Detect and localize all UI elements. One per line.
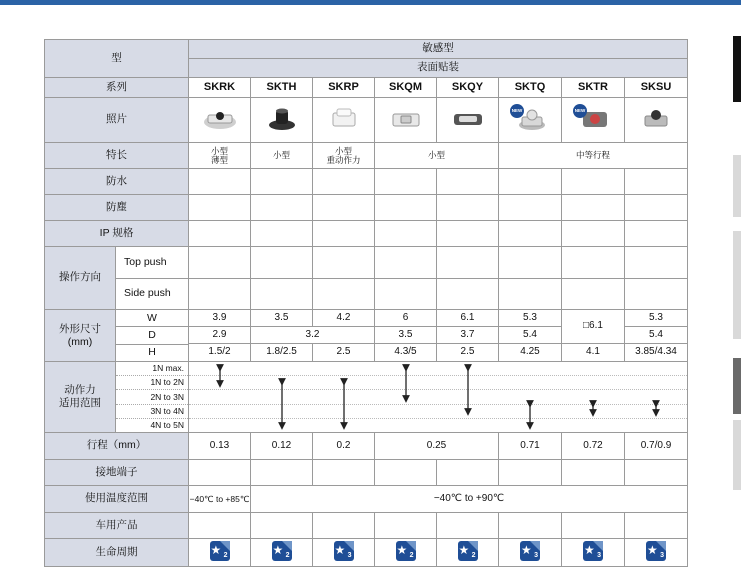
photo-cell bbox=[375, 98, 437, 143]
lifecycle-stage-number: 2 bbox=[409, 552, 414, 560]
lifecycle-star-icon: ★ 3 bbox=[647, 542, 664, 560]
dim-w-value: 5.3 bbox=[499, 310, 562, 327]
automotive-label: 车用产品 bbox=[45, 513, 189, 539]
ip-row bbox=[45, 221, 688, 247]
side-index-tab-active[interactable] bbox=[733, 36, 741, 102]
stroke-value: 0.25 bbox=[375, 433, 499, 460]
ground-row bbox=[45, 460, 688, 486]
lifecycle-star-icon: ★ 2 bbox=[396, 542, 414, 560]
ip-label: IP 规格 bbox=[45, 221, 189, 247]
dim-d-label: D bbox=[116, 327, 188, 344]
stroke-value: 0.7/0.9 bbox=[625, 433, 688, 460]
stroke-value: 0.72 bbox=[562, 433, 625, 460]
model-name: SKQY bbox=[437, 78, 499, 98]
dim-h-value: 1.8/2.5 bbox=[251, 344, 313, 362]
feature-small-group: 小型 bbox=[375, 143, 499, 169]
model-name: SKTQ bbox=[499, 78, 562, 98]
lifecycle-stage-number: 3 bbox=[534, 552, 538, 560]
new-badge: NEW bbox=[573, 104, 587, 118]
dim-w-value: 6 bbox=[375, 310, 437, 327]
stroke-value: 0.13 bbox=[189, 433, 251, 460]
feature-skrp: 小型 重动作力 bbox=[313, 143, 375, 169]
stroke-value: 0.12 bbox=[251, 433, 313, 460]
switch-photo-skqm bbox=[386, 104, 426, 132]
dim-h-value: 2.5 bbox=[313, 344, 375, 362]
switch-photo-skrk bbox=[200, 104, 240, 132]
force-level: 4N to 5N bbox=[150, 419, 184, 430]
photo-cell bbox=[499, 98, 562, 143]
dim-h-value: 4.3/5 bbox=[375, 344, 437, 362]
force-level: 3N to 4N bbox=[116, 405, 188, 419]
model-name: SKRP bbox=[313, 78, 375, 98]
mount-header: 表面贴装 bbox=[189, 59, 688, 78]
category-header: 敏感型 bbox=[189, 40, 688, 59]
force-level: 2N to 3N bbox=[116, 390, 188, 404]
lifecycle-stage-number: 2 bbox=[223, 552, 228, 560]
photo-cell bbox=[189, 98, 251, 143]
switch-photo-skrp bbox=[324, 104, 364, 132]
dim-w-value: 4.2 bbox=[313, 310, 375, 327]
dim-d-value: 5.4 bbox=[625, 326, 688, 344]
lifecycle-cell bbox=[437, 539, 499, 567]
feature-mid-group: 中等行程 bbox=[499, 143, 688, 169]
lifecycle-stage-number: 3 bbox=[660, 552, 664, 560]
dimensions-label: 外形尺寸 (mm) bbox=[45, 310, 116, 361]
dim-w-value: 5.3 bbox=[625, 310, 688, 327]
lifecycle-cell bbox=[313, 539, 375, 567]
photo-cell bbox=[251, 98, 313, 143]
lifecycle-cell bbox=[499, 539, 562, 567]
model-name: SKQM bbox=[375, 78, 437, 98]
direction-group bbox=[45, 247, 189, 310]
force-chart-cell bbox=[189, 362, 688, 433]
feature-skrk: 小型 薄型 bbox=[189, 143, 251, 169]
model-name: SKTR bbox=[562, 78, 625, 98]
dim-h-label: H bbox=[148, 346, 156, 359]
side-index-tab[interactable] bbox=[733, 155, 741, 217]
lifecycle-cell bbox=[625, 539, 688, 567]
model-name: SKRK bbox=[189, 78, 251, 98]
lifecycle-stage-number: 3 bbox=[597, 552, 601, 560]
lifecycle-stage-number: 3 bbox=[347, 552, 352, 560]
switch-photo-skth bbox=[262, 104, 302, 132]
temp-skrk: −40℃ to +85℃ bbox=[189, 486, 251, 513]
top-accent-bar bbox=[0, 0, 741, 5]
lifecycle-stage-number: 2 bbox=[471, 552, 476, 560]
lifecycle-star-icon: ★ 3 bbox=[521, 542, 538, 560]
dim-h-value: 3.85/4.34 bbox=[625, 344, 688, 362]
waterproof-row bbox=[45, 169, 688, 195]
dim-w-value: 3.9 bbox=[189, 310, 251, 327]
dim-h-value: 4.25 bbox=[499, 344, 562, 362]
spec-table bbox=[44, 39, 688, 567]
lifecycle-star-icon: ★ 2 bbox=[272, 542, 290, 560]
side-push-label: Side push bbox=[124, 287, 171, 300]
dim-h-value: 1.5/2 bbox=[189, 344, 251, 362]
lifecycle-cell bbox=[375, 539, 437, 567]
switch-photo-sktr bbox=[573, 104, 613, 132]
force-level: 1N max. bbox=[116, 362, 188, 376]
dim-d-value: 5.4 bbox=[499, 326, 562, 344]
switch-photo-sksu bbox=[636, 104, 676, 132]
switch-photo-skqy bbox=[448, 104, 488, 132]
lifecycle-star-icon: ★ 2 bbox=[210, 542, 228, 560]
side-index-tab[interactable] bbox=[733, 231, 741, 339]
side-index-tab[interactable] bbox=[733, 420, 741, 490]
lifecycle-label: 生命周期 bbox=[45, 539, 189, 567]
temp-rest: −40℃ to +90℃ bbox=[251, 486, 688, 513]
photo-cell bbox=[625, 98, 688, 143]
feature-skth: 小型 bbox=[251, 143, 313, 169]
dim-w-value: □6.1 bbox=[562, 310, 625, 344]
dustproof-label: 防塵 bbox=[45, 195, 189, 221]
feature-label: 特长 bbox=[45, 143, 189, 169]
waterproof-label: 防水 bbox=[45, 169, 189, 195]
force-level: 1N to 2N bbox=[116, 376, 188, 390]
dim-h-value: 4.1 bbox=[562, 344, 625, 362]
lifecycle-cell bbox=[189, 539, 251, 567]
lifecycle-star-icon: ★ 3 bbox=[334, 542, 352, 560]
dim-d-value: 3.5 bbox=[375, 326, 437, 344]
top-push-label: Top push bbox=[116, 247, 188, 279]
stroke-label: 行程（mm） bbox=[45, 433, 189, 460]
lifecycle-star-icon: ★ 3 bbox=[584, 542, 601, 560]
dim-d-value: 2.9 bbox=[189, 326, 251, 344]
force-group bbox=[45, 362, 189, 433]
dustproof-row bbox=[45, 195, 688, 221]
photo-label: 照片 bbox=[45, 98, 189, 143]
type-label: 型 bbox=[45, 40, 189, 78]
lifecycle-cell bbox=[562, 539, 625, 567]
dim-w-label: W bbox=[116, 310, 188, 327]
photo-cell bbox=[313, 98, 375, 143]
automotive-row bbox=[45, 513, 688, 539]
dim-w-value: 3.5 bbox=[251, 310, 313, 327]
force-label: 动作力 适用范围 bbox=[45, 362, 116, 432]
dim-d-value: 3.2 bbox=[251, 326, 375, 344]
photo-cell bbox=[437, 98, 499, 143]
direction-label: 操作方向 bbox=[45, 247, 116, 309]
new-badge: NEW bbox=[510, 104, 524, 118]
photo-cell bbox=[562, 98, 625, 143]
lifecycle-row bbox=[45, 539, 688, 567]
lifecycle-stage-number: 2 bbox=[285, 552, 290, 560]
dimensions-group bbox=[45, 310, 189, 362]
series-label: 系列 bbox=[45, 78, 189, 98]
lifecycle-cell bbox=[251, 539, 313, 567]
dim-w-value: 6.1 bbox=[437, 310, 499, 327]
switch-photo-sktq bbox=[510, 104, 550, 132]
dim-h-value: 2.5 bbox=[437, 344, 499, 362]
stroke-value: 0.2 bbox=[313, 433, 375, 460]
model-name: SKTH bbox=[251, 78, 313, 98]
stroke-value: 0.71 bbox=[499, 433, 562, 460]
temp-label: 使用温度范围 bbox=[45, 486, 189, 513]
lifecycle-star-icon: ★ 2 bbox=[458, 542, 476, 560]
side-index-tab[interactable] bbox=[733, 358, 741, 414]
dim-d-value: 3.7 bbox=[437, 326, 499, 344]
ground-label: 接地端子 bbox=[45, 460, 189, 486]
model-name: SKSU bbox=[625, 78, 688, 98]
